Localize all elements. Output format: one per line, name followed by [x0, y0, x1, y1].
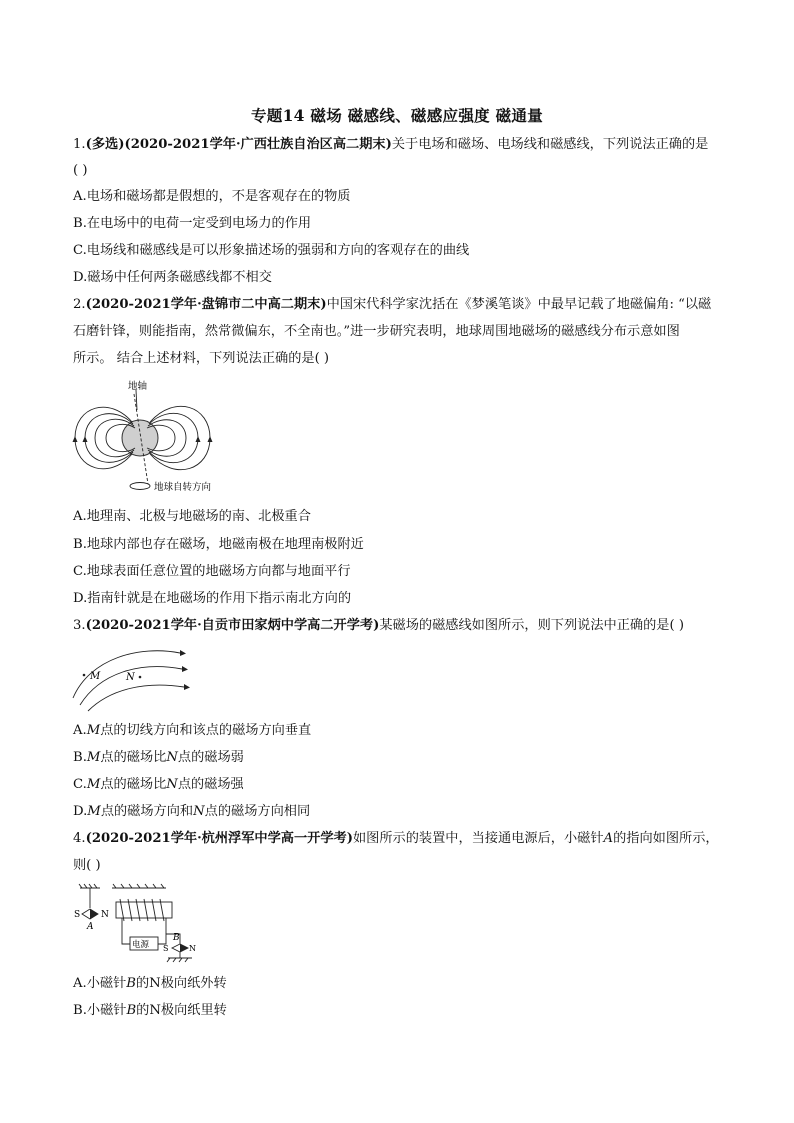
q1-option-c: C.电场线和磁感线是可以形象描述场的强弱和方向的客观存在的曲线 [73, 243, 470, 258]
question-source: (2020-2021学年·广西壮族自治区高二期末) [124, 137, 392, 152]
option-text: A.小磁针 [73, 976, 127, 991]
question-1-stem [73, 135, 708, 155]
option-var: N [166, 750, 178, 765]
question-text: 中国宋代科学家沈括在《梦溪笔谈》中最早记载了地磁偏角: “以磁 [326, 297, 712, 312]
q4-option-a [73, 974, 227, 994]
question-text: 某磁场的磁感线如图所示，则下列说法中正确的是( ) [379, 618, 684, 633]
question-2-stem-line2: 石磨针锋，则能指南，然常微偏东，不全南也。”进一步研究表明，地球周围地磁场的磁感线分布示意如图 [73, 324, 680, 339]
option-var: M [86, 777, 101, 792]
question-text: 关于电场和磁场、电场线和磁感线，下列说法正确的是 [391, 137, 709, 152]
option-var: M [86, 750, 101, 765]
q1-option-a: A.电场和磁场都是假想的，不是客观存在的物质 [73, 189, 351, 204]
axis-label: 地轴 [128, 381, 148, 392]
option-var: N [193, 804, 205, 819]
question-source: (2020-2021学年·盘锦市二中高二期末) [85, 297, 327, 312]
needle-a-n-label: N [101, 910, 109, 920]
question-2-stem-line3: 所示。 结合上述材料，下列说法正确的是( ) [73, 351, 330, 366]
question-text: 如图所示的装置中，当接通电源后，小磁针 [352, 831, 604, 846]
question-tag: (多选) [85, 137, 125, 152]
q3-option-c [73, 775, 244, 795]
point-n-label: N [126, 672, 135, 683]
option-var: M [87, 804, 101, 819]
option-text: 点的磁场强 [177, 777, 244, 792]
option-text: 点的切线方向和该点的磁场方向垂直 [100, 723, 312, 738]
solenoid-circuit-figure [70, 882, 200, 964]
q3-option-d [73, 802, 310, 822]
page-title: 专题14 磁场 磁感线、磁感应强度 磁通量 [250, 106, 544, 125]
question-number: 2. [73, 297, 86, 312]
needle-a-label: A [87, 922, 94, 932]
q1-option-d: D.磁场中任何两条磁感线都不相交 [73, 270, 272, 285]
question-source: (2020-2021学年·自贡市田家炳中学高二开学考) [85, 618, 380, 633]
question-2-stem [73, 295, 711, 315]
q1-option-b: B.在电场中的电荷一定受到电场力的作用 [73, 216, 312, 231]
question-number: 3. [73, 618, 86, 633]
option-text: 点的磁场比 [100, 750, 167, 765]
needle-b-label: B [173, 933, 180, 943]
q3-option-a [73, 721, 311, 741]
needle-b-n-label: N [189, 944, 196, 953]
rotation-label: 地球自转方向 [154, 482, 212, 493]
q4-option-b [73, 1001, 227, 1021]
option-var: B [126, 976, 136, 991]
option-var: B [126, 1003, 137, 1018]
option-text: 的N极向纸里转 [136, 1003, 227, 1018]
option-text: 点的磁场比 [100, 777, 167, 792]
field-lines-figure [70, 643, 190, 713]
option-text: 的N极向纸外转 [135, 976, 227, 991]
option-text: 点的磁场方向和 [100, 804, 194, 819]
option-letter: A. [73, 723, 87, 738]
earth-magnetic-field-figure [70, 376, 250, 496]
question-1-stem-cont: ( ) [73, 163, 88, 178]
needle-b-s-label: S [163, 944, 169, 953]
option-letter: B. [73, 750, 87, 765]
question-number: 1. [73, 137, 86, 152]
needle-a-s-label: S [74, 910, 81, 920]
option-letter: C. [73, 777, 87, 792]
option-text: 点的磁场弱 [177, 750, 244, 765]
question-text: 的指向如图所示， [613, 831, 719, 846]
q2-option-c: C.地球表面任意位置的地磁场方向都与地面平行 [73, 564, 351, 579]
question-4-stem [73, 829, 719, 849]
q3-option-b [73, 748, 244, 768]
option-text: B.小磁针 [73, 1003, 127, 1018]
q2-option-d: D.指南针就是在地磁场的作用下指示南北方向的 [73, 591, 352, 606]
question-4-stem-line2: 则( ) [73, 858, 101, 873]
option-var: N [166, 777, 178, 792]
point-m-label: M [90, 671, 101, 682]
question-var: A [603, 831, 614, 846]
option-letter: D. [73, 804, 88, 819]
q2-option-b: B.地球内部也存在磁场，地磁南极在地理南极附近 [73, 537, 364, 552]
q2-option-a: A.地理南、北极与地磁场的南、北极重合 [73, 509, 311, 524]
power-label: 电源 [132, 940, 150, 950]
option-var: M [86, 723, 101, 738]
option-text: 点的磁场方向相同 [204, 804, 311, 819]
question-source: (2020-2021学年·杭州浮军中学高一开学考) [85, 831, 353, 846]
question-3-stem [73, 616, 684, 636]
question-number: 4. [73, 831, 86, 846]
